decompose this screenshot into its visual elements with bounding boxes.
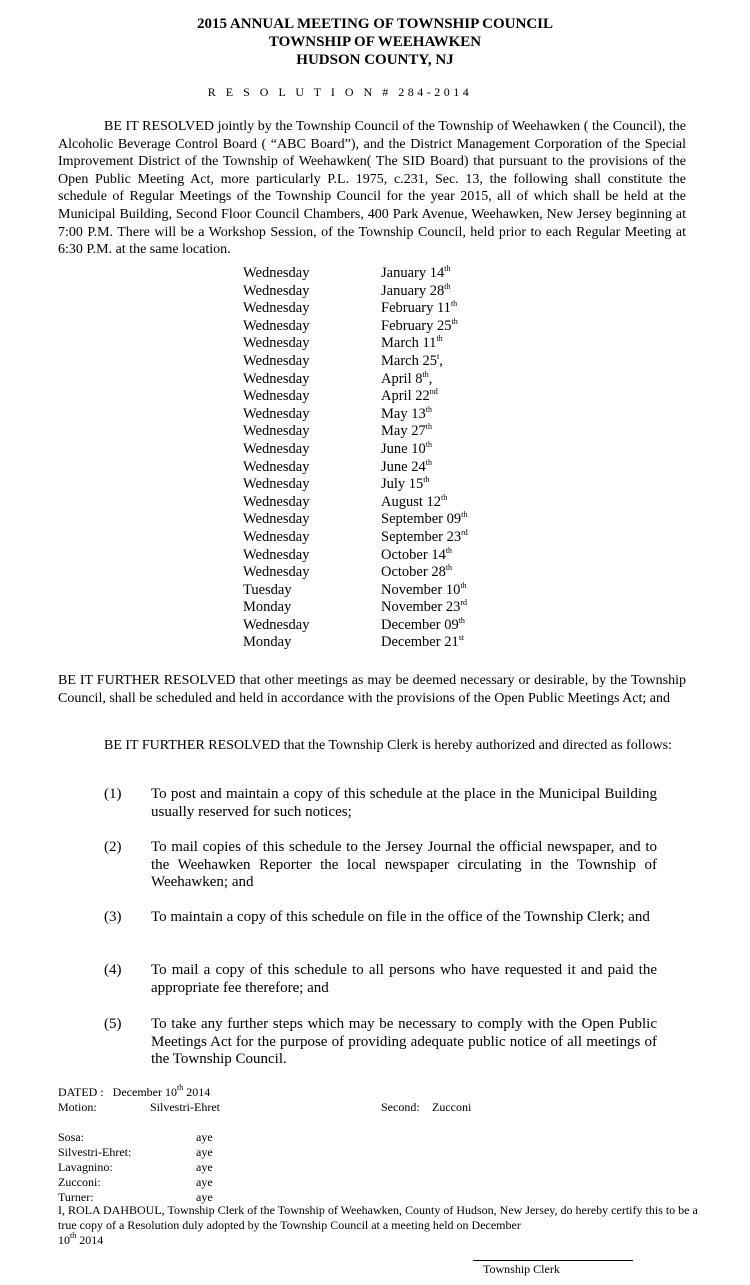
- directive-number: (2): [104, 839, 122, 855]
- schedule-date-text: August 12: [381, 493, 442, 510]
- schedule-date-suffix: th: [444, 264, 451, 273]
- schedule-date: [381, 476, 430, 494]
- schedule-date: [381, 511, 467, 529]
- directive-text: To maintain a copy of this schedule on file in the office of the Township Clerk; and: [151, 909, 650, 925]
- intro-text: BE IT RESOLVED jointly by the Township Council of the Township of Weehawken ( the Council), the Alcoholic Beverage Control Board ( “ABC Board”), and the District Management Corporation of the Special Improvement District of the Township of Weehawken( The SID Board) that pursuant to the provisions of the Open Public Meeting Act, more particularly P.L. 1975, c.231, Sec. 13, the following shall constitute the schedule of Regular Meetings of the Township Council for the year 2015, all of which shall be held at the Municipal Building, Second Floor Council Chambers, 400 Park Avenue, Weehawken, New Jersey beginning at 7:00 P.M. There will be a Workshop Session, of the Township Council, held prior to each Regular Meeting at 6:30 P.M. at the same location.: [58, 119, 686, 258]
- schedule-day: Wednesday: [243, 616, 310, 633]
- schedule-date: [381, 265, 450, 283]
- schedule-day: Wednesday: [243, 440, 310, 457]
- council-member: Lavagnino:: [58, 1160, 113, 1174]
- certification-text: I, ROLA DAHBOUL, Township Clerk of the Township of Weehawken, County of Hudson, New Jersey, do hereby certify this to be a true copy of a Resolution duly adopted by the Township Council at a meeting held on December: [58, 1203, 698, 1232]
- vote-row: [58, 1130, 213, 1145]
- schedule-date-suffix: rd: [460, 598, 467, 608]
- schedule-day: Monday: [243, 599, 292, 616]
- schedule-date-suffix: th: [425, 439, 432, 449]
- council-member: Silvestri-Ehret:: [58, 1145, 132, 1159]
- schedule-row: [243, 265, 543, 283]
- schedule-date-text: June 10: [381, 440, 426, 457]
- schedule-date: [381, 388, 438, 406]
- county-name: HUDSON COUNTY, NJ: [296, 52, 454, 68]
- schedule-date-text: December 09: [381, 616, 459, 633]
- schedule-day: Wednesday: [243, 370, 310, 387]
- schedule-date-suffix: th: [460, 580, 467, 590]
- directive-number: (5): [104, 1016, 122, 1032]
- schedule-date-text: March 25: [381, 352, 437, 369]
- directive-text: To mail a copy of this schedule to all persons who have requested it and paid the appropriate fee therefore; and: [151, 962, 657, 996]
- vote-value: aye: [196, 1190, 213, 1204]
- schedule-date: [381, 353, 443, 371]
- schedule-row: [243, 599, 543, 617]
- dated-label: DATED :: [58, 1085, 104, 1099]
- schedule-day: Wednesday: [243, 352, 310, 369]
- schedule-date-suffix: th: [425, 404, 432, 414]
- schedule-date: [381, 494, 447, 512]
- motion-label: Motion:: [58, 1100, 97, 1114]
- directive-text: To mail copies of this schedule to the Jersey Journal the official newspaper, and to the Weehawken Reporter the local newspaper circulating in the Township of Weehawken; and: [151, 839, 657, 891]
- resolution-number: R E S O L U T I O N # 284-2014: [207, 85, 473, 99]
- schedule-date: [381, 423, 432, 441]
- schedule-row: [243, 494, 543, 512]
- schedule-date: [381, 441, 432, 459]
- schedule-date: [381, 459, 432, 477]
- schedule-row: [243, 423, 543, 441]
- schedule-date-text: April 8: [381, 370, 423, 387]
- vote-value: aye: [196, 1130, 213, 1144]
- vote-value: aye: [196, 1160, 213, 1174]
- schedule-day: Wednesday: [243, 300, 310, 317]
- schedule-date: [381, 283, 450, 301]
- dated-year: 2014: [183, 1085, 211, 1099]
- schedule-date-text: October 14: [381, 546, 446, 563]
- schedule-date-after: ,: [439, 352, 443, 369]
- schedule-row: [243, 388, 543, 406]
- schedule-date-suffix: th: [458, 615, 465, 625]
- schedule-date: [381, 406, 432, 424]
- schedule-date-after: ,: [428, 370, 433, 387]
- signature-line: [473, 1260, 633, 1261]
- schedule-date-suffix: th: [425, 457, 432, 467]
- schedule-date-text: November 10: [381, 581, 461, 598]
- schedule-date-text: September 23: [381, 528, 462, 545]
- schedule-row: [243, 353, 543, 371]
- schedule-date-suffix: st: [458, 633, 465, 643]
- schedule-date: [381, 599, 467, 617]
- schedule-date: [381, 300, 457, 318]
- schedule-date-suffix: th: [425, 422, 432, 432]
- schedule-date-suffix: th: [444, 281, 451, 291]
- schedule-row: [243, 529, 543, 547]
- schedule-day: Wednesday: [243, 317, 310, 334]
- vote-row: [58, 1175, 213, 1190]
- schedule-date-suffix: th: [423, 475, 430, 485]
- schedule-date-suffix: th: [445, 545, 453, 555]
- cert-suffix: th: [70, 1231, 77, 1240]
- directive-text: To take any further steps which may be necessary to comply with the Open Public Meetings Act for the purpose of providing adequate public notice of all meetings of the Township Council.: [151, 1016, 657, 1068]
- further-resolved-1: BE IT FURTHER RESOLVED that other meetings as may be deemed necessary or desirable, by the Township Council, shall be scheduled and held in accordance with the provisions of the Open Public Meetings Act; and: [58, 673, 686, 706]
- vote-value: aye: [196, 1145, 213, 1159]
- schedule-row: [243, 564, 543, 582]
- schedule-date-suffix: t: [436, 351, 440, 361]
- council-member: Sosa:: [58, 1130, 85, 1144]
- schedule-date-text: May 27: [381, 423, 426, 440]
- schedule-date-text: March 11: [381, 335, 437, 352]
- cert-year: 2014: [76, 1233, 104, 1247]
- signature-label: Township Clerk: [483, 1262, 560, 1276]
- motion-value: Silvestri-Ehret: [150, 1100, 220, 1114]
- schedule-date-text: February 11: [381, 300, 451, 317]
- certification: [58, 1203, 698, 1248]
- schedule-row: [243, 441, 543, 459]
- schedule-day: Wednesday: [243, 511, 310, 528]
- schedule-row: [243, 617, 543, 635]
- schedule-date-suffix: th: [461, 510, 468, 520]
- schedule-date-text: February 25: [381, 317, 452, 334]
- directive-number: (3): [104, 909, 122, 925]
- schedule-day: Wednesday: [243, 388, 310, 405]
- schedule-day: Wednesday: [243, 476, 310, 493]
- schedule-row: [243, 547, 543, 565]
- schedule-date: [381, 529, 468, 547]
- schedule-day: Wednesday: [243, 335, 310, 352]
- document-title: 2015 ANNUAL MEETING OF TOWNSHIP COUNCIL: [196, 16, 554, 32]
- schedule-date-text: January 28: [381, 282, 445, 299]
- vote-value: aye: [196, 1175, 213, 1189]
- schedule-row: [243, 300, 543, 318]
- schedule-date: [381, 617, 465, 635]
- schedule-date-text: April 22: [381, 388, 430, 405]
- directive-number: (1): [104, 786, 122, 802]
- schedule-row: [243, 476, 543, 494]
- council-member: Zucconi:: [58, 1175, 101, 1189]
- schedule-date-text: January 14: [381, 265, 445, 281]
- township-name: TOWNSHIP OF WEEHAWKEN: [268, 34, 482, 50]
- schedule-day: Wednesday: [243, 528, 310, 545]
- schedule-day: Monday: [243, 634, 292, 651]
- schedule-date-text: September 09: [381, 511, 462, 528]
- schedule-row: [243, 283, 543, 301]
- schedule-date: [381, 318, 458, 336]
- second-value: Zucconi: [432, 1100, 472, 1114]
- schedule-date: [381, 547, 452, 565]
- schedule-day: Wednesday: [243, 458, 310, 475]
- dated-line: [58, 1085, 210, 1100]
- schedule-date-suffix: th: [422, 369, 429, 379]
- roll-call: [58, 1130, 213, 1205]
- schedule-date-text: June 24: [381, 458, 426, 475]
- meeting-schedule: [243, 265, 543, 652]
- schedule-date-suffix: rd: [461, 527, 468, 537]
- schedule-date-text: May 13: [381, 405, 426, 422]
- directive-number: (4): [104, 962, 122, 978]
- schedule-day: Wednesday: [243, 423, 310, 440]
- schedule-date: [381, 634, 464, 652]
- schedule-day: Wednesday: [243, 564, 310, 581]
- schedule-date-text: October 28: [381, 564, 446, 581]
- schedule-date: [381, 371, 432, 389]
- vote-row: [58, 1160, 213, 1175]
- schedule-date-suffix: th: [451, 316, 458, 326]
- directive-text: To post and maintain a copy of this schedule at the place in the Municipal Building usually reserved for such notices;: [151, 786, 657, 820]
- schedule-date: [381, 582, 467, 600]
- schedule-row: [243, 371, 543, 389]
- schedule-date-suffix: nd: [429, 387, 438, 397]
- dated-suffix: th: [176, 1083, 184, 1092]
- schedule-day: Wednesday: [243, 493, 310, 510]
- schedule-date-suffix: th: [450, 299, 458, 309]
- schedule-date-suffix: th: [441, 492, 448, 502]
- cert-day: 10: [58, 1233, 70, 1247]
- schedule-date: [381, 564, 452, 582]
- schedule-row: [243, 335, 543, 353]
- schedule-row: [243, 511, 543, 529]
- schedule-day: Wednesday: [243, 405, 310, 422]
- further-resolved-2-text: BE IT FURTHER RESOLVED that the Township Clerk is hereby authorized and directed as follows:: [104, 738, 672, 753]
- second-label: Second:: [381, 1100, 420, 1114]
- council-member: Turner:: [58, 1190, 94, 1204]
- schedule-date-suffix: th: [445, 563, 453, 573]
- schedule-date-text: November 23: [381, 599, 461, 616]
- schedule-date-text: July 15: [381, 476, 424, 493]
- schedule-row: [243, 406, 543, 424]
- schedule-row: [243, 634, 543, 652]
- intro-paragraph: [58, 118, 686, 259]
- schedule-row: [243, 459, 543, 477]
- schedule-day: Wednesday: [243, 546, 310, 563]
- schedule-row: [243, 318, 543, 336]
- vote-row: [58, 1145, 213, 1160]
- schedule-day: Wednesday: [243, 282, 310, 299]
- schedule-date: [381, 335, 443, 353]
- schedule-row: [243, 582, 543, 600]
- further-resolved-2: [58, 737, 686, 755]
- schedule-day: Tuesday: [243, 581, 292, 598]
- schedule-day: Wednesday: [243, 265, 310, 281]
- schedule-date-suffix: th: [436, 334, 443, 344]
- dated-value: December 10: [112, 1085, 177, 1099]
- schedule-date-text: December 21: [381, 634, 459, 651]
